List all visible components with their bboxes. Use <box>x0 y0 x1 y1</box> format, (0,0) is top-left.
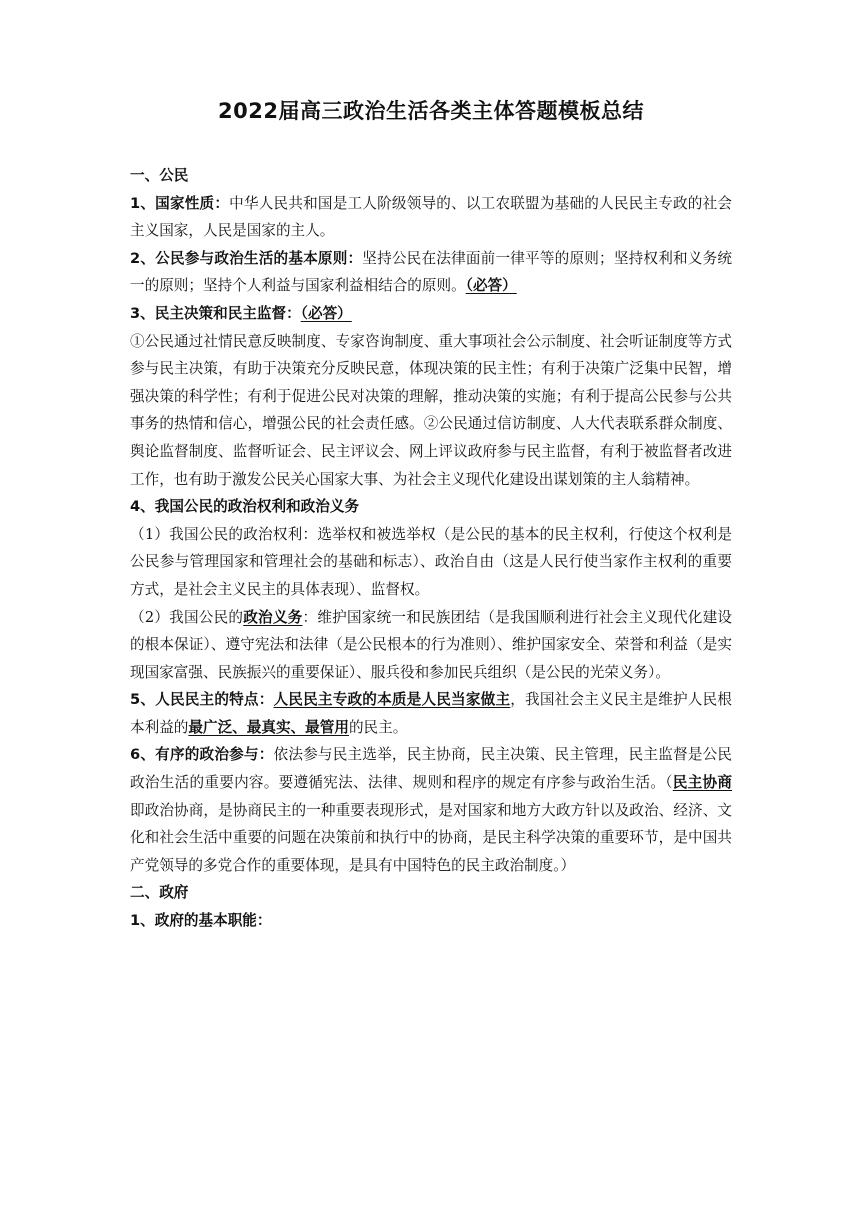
paragraph-political-rights: （1）我国公民的政治权利：选举权和被选举权（是公民的基本的民主权利，行使这个权利是公民参与管理国家和管理社会的基础和标志）、政治自由（这是人民行使当家作主权利的重要方式，是社会主义民主的具体表现）、监督权。 <box>130 525 732 598</box>
text-segment: ，我国社会主义民主是维护人民根本利益的 <box>130 691 732 736</box>
underlined-term: 政治义务 <box>243 608 303 626</box>
paragraph-rights-duties-heading: 4、我国公民的政治权利和政治义务 <box>130 498 360 516</box>
item-label: 6、有序的政治参与： <box>130 746 274 764</box>
text-segment: ：维护国家统一和民族团结（是我国顺利进行社会主义现代化建设的根本保证）、遵守宪法和法律（是公民根本的行为准则）、维护国家安全、荣誉和利益（是实现国家富强、民族振兴的重要保证）、服兵役和参加民兵组织（是公民的光荣义务）。 <box>130 608 732 681</box>
text-segment: （2）我国公民的 <box>130 608 244 626</box>
paragraph-basic-principles <box>130 245 732 300</box>
section-heading-government: 二、政府 <box>130 884 189 902</box>
item-text: 坚持公民在法律面前一律平等的原则；坚持权利和义务统一的原则；坚持个人利益与国家利益相结合的原则。 <box>130 249 732 295</box>
item-label: 3、民主决策和民主监督： <box>130 304 301 322</box>
required-tag: （必答） <box>465 277 517 295</box>
item-label: 2、公民参与政治生活的基本原则： <box>130 249 363 267</box>
paragraph-orderly-participation <box>130 741 732 879</box>
underlined-term: 民主协商 <box>672 774 732 792</box>
paragraph-decision-supervision-body: ①公民通过社情民意反映制度、专家咨询制度、重大事项社会公示制度、社会听证制度等方式参与民主决策，有助于决策充分反映民意，体现决策的民主性；有利于决策广泛集中民智，增强决策的科学性；有利于促进公民对决策的理解，推动决策的实施；有利于提高公民参与公共事务的热情和信心，增强公民的社会责任感。②公民通过信访制度、人大代表联系群众制度、舆论监督制度、监督听证会、民主评议会、网上评议政府参与民主监督，有利于被监督者改进工作，也有助于激发公民关心国家大事、为社会主义现代化建设出谋划策的主人翁精神。 <box>130 332 732 488</box>
paragraph-political-duties <box>130 604 732 687</box>
text-segment: 的民主。 <box>348 718 408 736</box>
section-heading-citizen: 一、公民 <box>130 167 189 184</box>
paragraph-people-democracy <box>130 686 732 741</box>
paragraph-decision-supervision-heading <box>130 300 732 328</box>
paragraph-state-nature <box>130 190 732 245</box>
text-segment: 即政治协商，是协商民主的一种重要表现形式，是对国家和地方大政方针以及政治、经济、文化和社会生活中重要的问题在决策前和执行中的协商，是民主科学决策的重要环节，是中国共产党领导的多党合作的重要体现，是具有中国特色的民主政治制度。） <box>130 801 732 874</box>
paragraph-government-functions-heading: 1、政府的基本职能： <box>130 912 272 930</box>
required-tag: （必答） <box>300 304 352 322</box>
document-page <box>130 96 732 935</box>
item-label: 1、国家性质： <box>130 194 230 212</box>
underlined-term: 最广泛、最真实、最管用 <box>188 718 349 736</box>
item-text: 中华人民共和国是工人阶级领导的、以工农联盟为基础的人民民主专政的社会主义国家，人民是国家的主人。 <box>130 194 732 240</box>
document-title: 2022届高三政治生活各类主体答题模板总结 <box>218 99 644 123</box>
text-segment: 依法参与民主选举，民主协商，民主决策、民主管理，民主监督是公民政治生活的重要内容。要遵循宪法、法律、规则和程序的规定有序参与政治生活。（ <box>130 746 732 792</box>
underlined-term: 人民民主专政的本质是人民当家做主 <box>273 691 511 709</box>
item-label: 5、人民民主的特点： <box>130 691 274 709</box>
